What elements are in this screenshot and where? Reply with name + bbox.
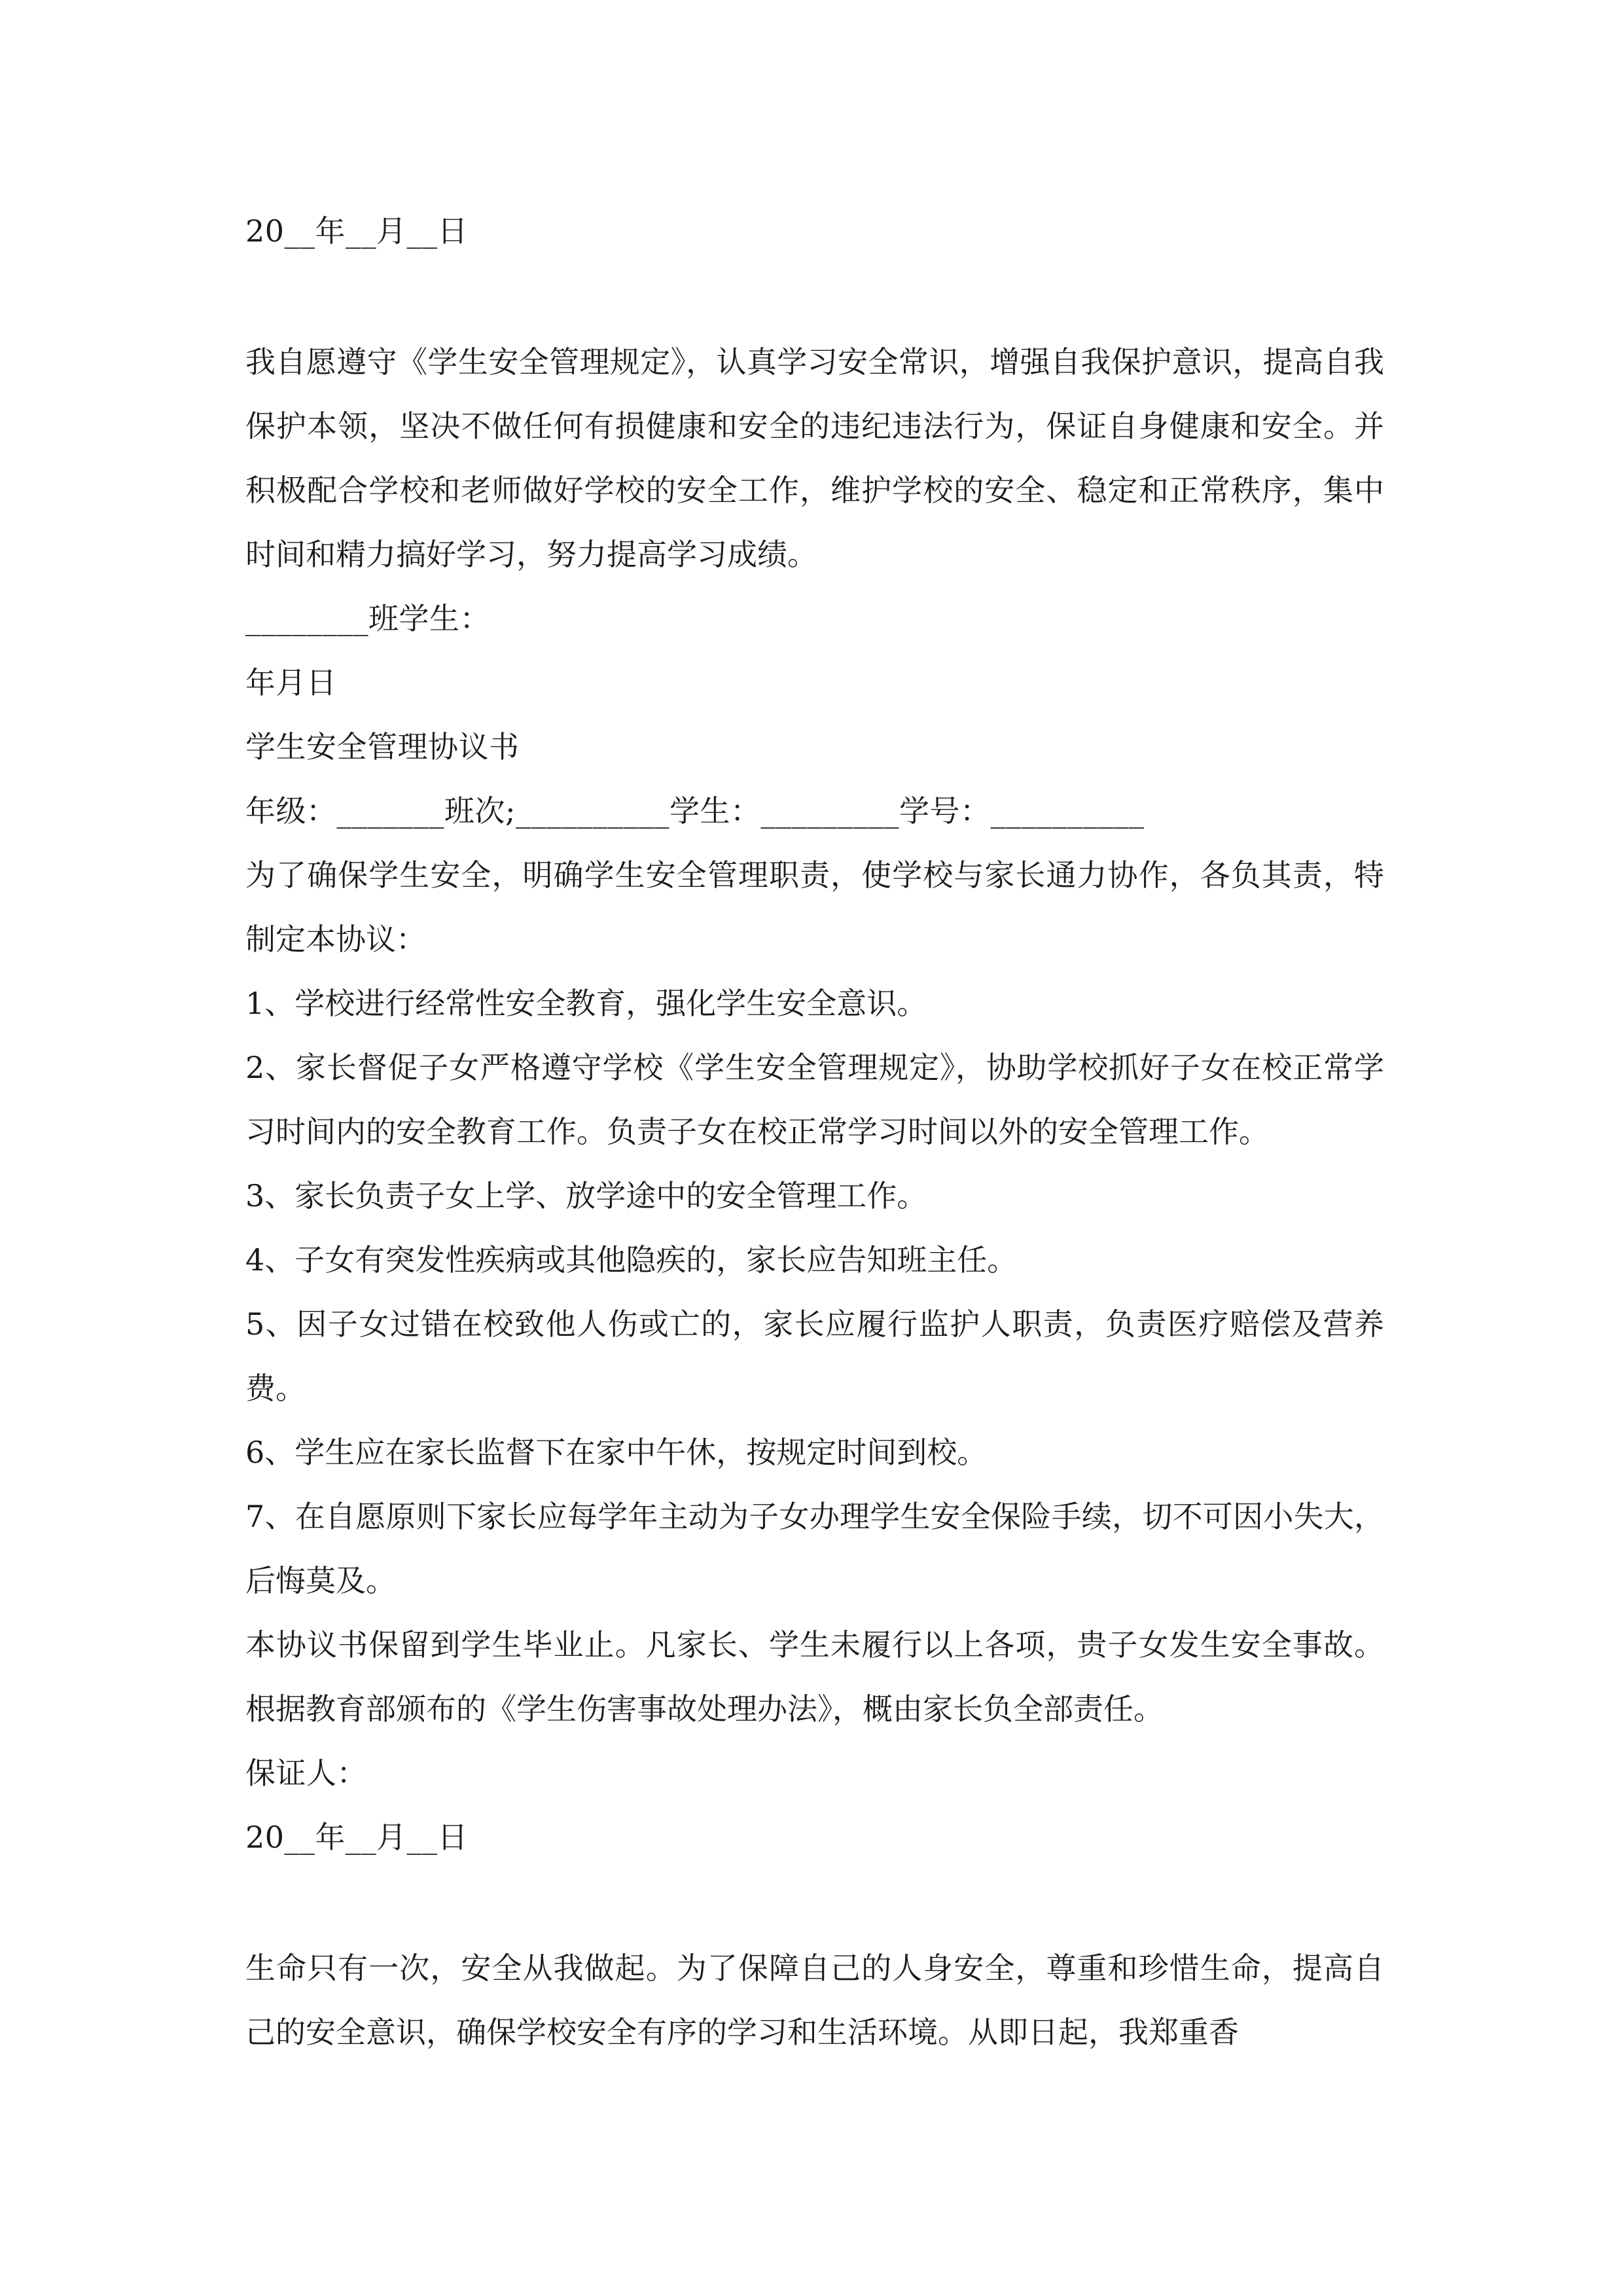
fields-line: 年级：_______班次;__________学生：_________学号：__________: [245, 793, 1145, 829]
list-item: 2、家长督促子女严格遵守学校《学生安全管理规定》，协助学校抓好子女在校正常学习时间内的安全教育工作。负责子女在校正常学习时间以外的安全管理工作。: [245, 1050, 1384, 1149]
final-paragraph: 生命只有一次，安全从我做起。为了保障自己的人身安全，尊重和珍惜生命，提高自己的安全意识，确保学校安全有序的学习和生活环境。从即日起，我郑重香: [245, 1950, 1384, 2050]
ymd-line: 年月日: [245, 665, 337, 700]
agreement-title: 学生安全管理协议书: [245, 729, 520, 764]
document-body: [245, 199, 1384, 2064]
date-line: 20__年__月__日: [245, 1820, 469, 1855]
class-student-line: ________班学生：: [245, 601, 490, 636]
list-item: 5、因子女过错在校致他人伤或亡的，家长应履行监护人职责，负责医疗赔偿及营养费。: [245, 1306, 1384, 1406]
list-item: 6、学生应在家长监督下在家中午休，按规定时间到校。: [245, 1435, 988, 1470]
date-line: 20__年__月__日: [245, 213, 469, 249]
spacer: [245, 263, 1384, 330]
intro-paragraph: 为了确保学生安全，明确学生安全管理职责，使学校与家长通力协作，各负其责，特制定本协议：: [245, 857, 1384, 957]
closing-paragraph: 本协议书保留到学生毕业止。凡家长、学生未履行以上各项，贵子女发生安全事故。根据教育部颁布的《学生伤害事故处理办法》，概由家长负全部责任。: [245, 1627, 1384, 1727]
list-item: 3、家长负责子女上学、放学途中的安全管理工作。: [245, 1178, 927, 1213]
list-item: 7、在自愿原则下家长应每学年主动为子女办理学生安全保险手续，切不可因小失大，后悔莫及。: [245, 1499, 1384, 1598]
list-item: 4、子女有突发性疾病或其他隐疾的，家长应告知班主任。: [245, 1242, 1018, 1278]
pledge-paragraph: 我自愿遵守《学生安全管理规定》，认真学习安全常识，增强自我保护意识，提高自我保护本领，坚决不做任何有损健康和安全的违纪违法行为，保证自身健康和安全。并积极配合学校和老师做好学校的安全工作，维护学校的安全、稳定和正常秩序，集中时间和精力搞好学习，努力提高学习成绩。: [245, 344, 1384, 572]
spacer: [245, 1869, 1384, 1936]
list-item: 1、学校进行经常性安全教育，强化学生安全意识。: [245, 986, 927, 1021]
guarantor-line: 保证人：: [245, 1755, 367, 1791]
